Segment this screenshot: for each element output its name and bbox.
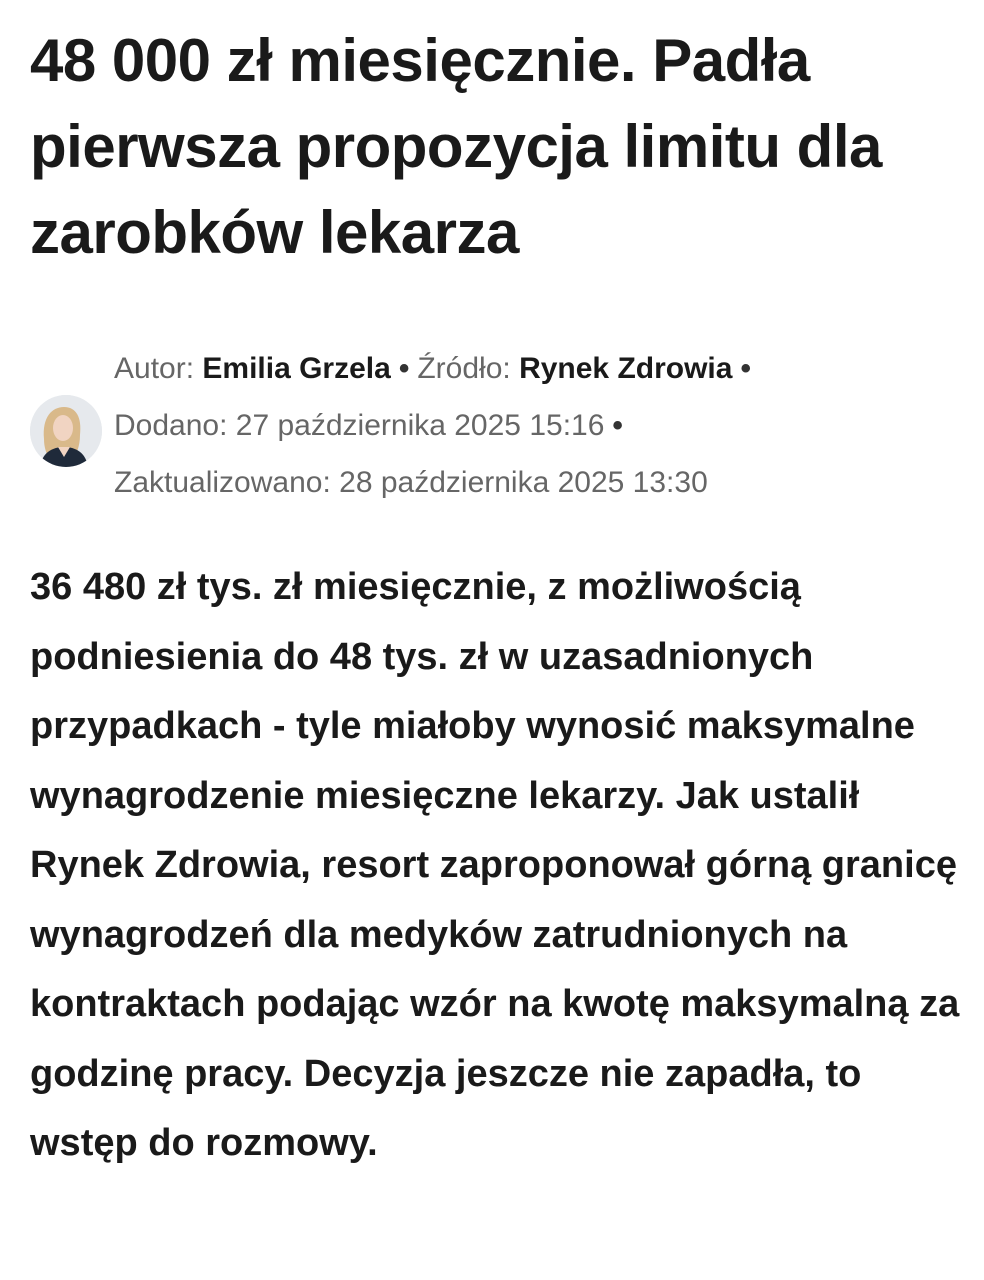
author-photo-icon <box>30 395 102 467</box>
added-label: Dodano: <box>114 409 228 442</box>
updated-label: Zaktualizowano: <box>114 466 331 499</box>
article-meta <box>30 340 960 520</box>
source-name[interactable]: Rynek Zdrowia <box>519 352 733 385</box>
meta-separator: • <box>740 352 751 385</box>
article <box>30 18 960 1164</box>
article-lead: 36 480 zł tys. zł miesięcznie, z możliwością podniesienia do 48 tys. zł w uzasadnionych przypadkach - tyle miałoby wynosić maksymalne wynagrodzenie miesięczne lekarzy. Jak ustalił Rynek Zdrowia, resort zaproponował górną granicę wynagrodzeń dla medyków zatrudnionych na kontraktach podając wzór na kwotę maksymalną za godzinę pracy. Decyzja jeszcze nie zapadła, to wstęp do rozmowy. <box>30 566 960 1164</box>
author-label: Autor: <box>114 352 195 385</box>
article-headline: 48 000 zł miesięcznie. Padła pierwsza propozycja limitu dla zarobków lekarza <box>30 27 882 266</box>
meta-separator: • <box>612 409 623 442</box>
source-label: Źródło: <box>417 352 511 385</box>
updated-date: 28 października 2025 13:30 <box>339 466 708 499</box>
added-date: 27 października 2025 15:16 <box>235 409 605 442</box>
author-avatar[interactable] <box>30 395 102 467</box>
meta-separator: • <box>398 352 410 385</box>
author-name[interactable]: Emilia Grzela <box>202 352 391 385</box>
meta-text <box>114 340 874 511</box>
